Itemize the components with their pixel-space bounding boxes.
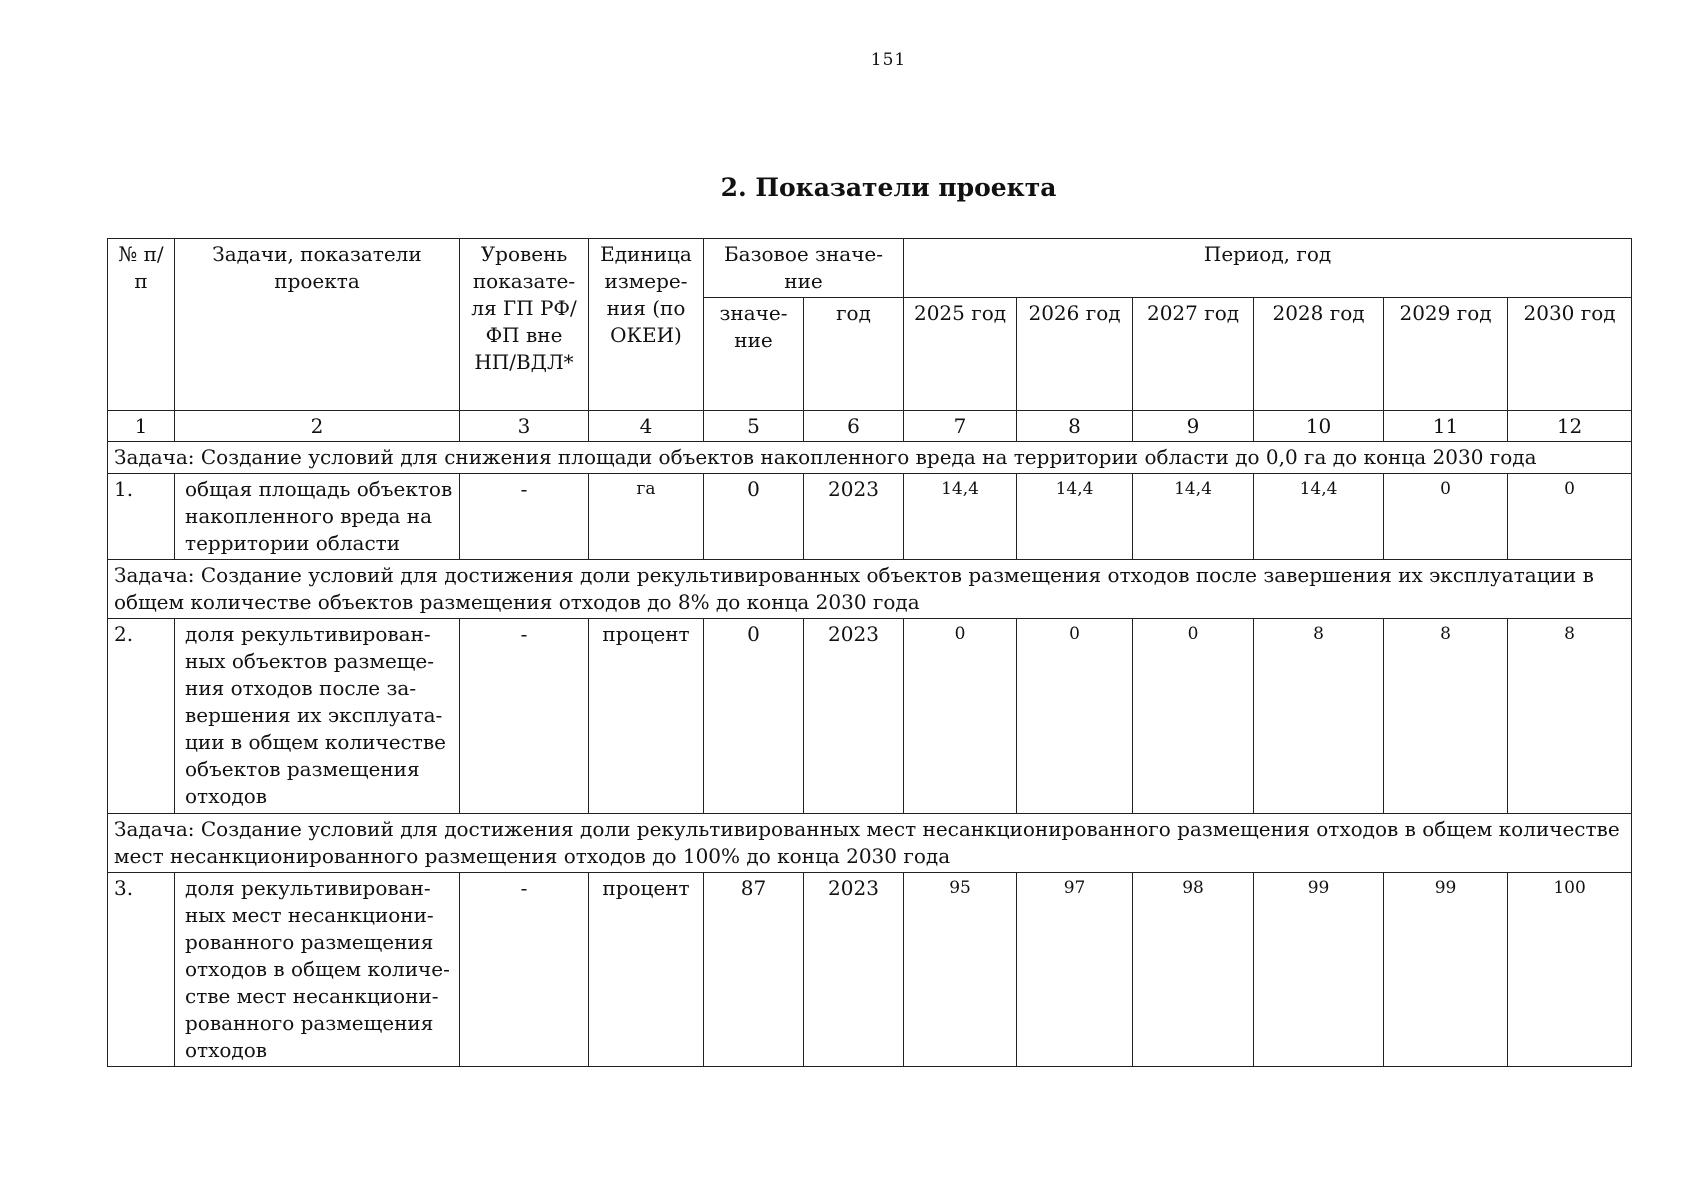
page-number: 151 bbox=[870, 50, 907, 70]
column-number: 8 bbox=[1017, 411, 1133, 442]
section-title: 2. Показатели проекта bbox=[720, 173, 1057, 202]
value-2026: 97 bbox=[1017, 873, 1133, 1067]
indicator-unit: га bbox=[589, 474, 704, 560]
header-base-value: значе-ние bbox=[704, 298, 804, 411]
column-number: 6 bbox=[804, 411, 904, 442]
column-number: 2 bbox=[175, 411, 460, 442]
base-value: 0 bbox=[704, 474, 804, 560]
header-year-2026: 2026 год bbox=[1017, 298, 1133, 411]
row-number: 1. bbox=[108, 474, 175, 560]
base-value: 87 bbox=[704, 873, 804, 1067]
value-2028: 99 bbox=[1254, 873, 1384, 1067]
column-number: 5 bbox=[704, 411, 804, 442]
indicators-table bbox=[107, 238, 1632, 1067]
task-row bbox=[108, 560, 1632, 619]
indicator-row bbox=[108, 873, 1632, 1067]
column-number: 3 bbox=[460, 411, 589, 442]
value-2028: 8 bbox=[1254, 619, 1384, 814]
header-period: Период, год bbox=[904, 239, 1632, 298]
header-year-2030: 2030 год bbox=[1508, 298, 1632, 411]
header-tasks: Задачи, показатели проекта bbox=[175, 239, 460, 411]
value-2027: 0 bbox=[1133, 619, 1254, 814]
column-number: 11 bbox=[1384, 411, 1508, 442]
task-text: Задача: Создание условий для достижения доли рекультивированных мест несанкционированного размещения отходов в общем количестве мест несанкционированного размещения отходов до 100% до конца 2030 года bbox=[108, 814, 1632, 873]
indicator-unit: процент bbox=[589, 873, 704, 1067]
header-level: Уровень показате-ля ГП РФ/ФП вне НП/ВДЛ* bbox=[460, 239, 589, 411]
value-2030: 0 bbox=[1508, 474, 1632, 560]
indicator-unit: процент bbox=[589, 619, 704, 814]
task-text: Задача: Создание условий для достижения доли рекультивированных объектов размещения отходов после завершения их эксплуатации в общем количестве объектов размещения отходов до 8% до конца 2030 года bbox=[108, 560, 1632, 619]
value-2029: 8 bbox=[1384, 619, 1508, 814]
value-2027: 98 bbox=[1133, 873, 1254, 1067]
column-numbers-row bbox=[108, 411, 1632, 442]
value-2026: 0 bbox=[1017, 619, 1133, 814]
value-2027: 14,4 bbox=[1133, 474, 1254, 560]
column-number: 9 bbox=[1133, 411, 1254, 442]
value-2025: 14,4 bbox=[904, 474, 1017, 560]
indicator-level: - bbox=[460, 873, 589, 1067]
value-2025: 0 bbox=[904, 619, 1017, 814]
indicator-name: доля рекультивирован-ных объектов размеще-ния отходов после за-вершения их эксплуата-ции в общем количестве объектов размещения отходов bbox=[175, 619, 460, 814]
task-text: Задача: Создание условий для снижения площади объектов накопленного вреда на территории области до 0,0 га до конца 2030 года bbox=[108, 442, 1632, 474]
base-year: 2023 bbox=[804, 474, 904, 560]
base-value: 0 bbox=[704, 619, 804, 814]
indicator-level: - bbox=[460, 619, 589, 814]
indicator-level: - bbox=[460, 474, 589, 560]
value-2030: 100 bbox=[1508, 873, 1632, 1067]
column-number: 12 bbox=[1508, 411, 1632, 442]
column-number: 7 bbox=[904, 411, 1017, 442]
column-number: 1 bbox=[108, 411, 175, 442]
indicator-name: общая площадь объектов накопленного вреда на территории области bbox=[175, 474, 460, 560]
header-year-2029: 2029 год bbox=[1384, 298, 1508, 411]
base-year: 2023 bbox=[804, 873, 904, 1067]
indicator-row bbox=[108, 619, 1632, 814]
header-unit: Единица измере-ния (по ОКЕИ) bbox=[589, 239, 704, 411]
header-base: Базовое значе-ние bbox=[704, 239, 904, 298]
indicator-name: доля рекультивирован-ных мест несанкциони-рованного размещения отходов в общем количе-стве мест несанкциони-рованного размещения отходов bbox=[175, 873, 460, 1067]
column-number: 4 bbox=[589, 411, 704, 442]
base-year: 2023 bbox=[804, 619, 904, 814]
row-number: 3. bbox=[108, 873, 175, 1067]
value-2026: 14,4 bbox=[1017, 474, 1133, 560]
header-year-2025: 2025 год bbox=[904, 298, 1017, 411]
indicator-row bbox=[108, 474, 1632, 560]
header-base-year: год bbox=[804, 298, 904, 411]
column-number: 10 bbox=[1254, 411, 1384, 442]
value-2028: 14,4 bbox=[1254, 474, 1384, 560]
task-row bbox=[108, 814, 1632, 873]
header-num: № п/п bbox=[108, 239, 175, 411]
value-2025: 95 bbox=[904, 873, 1017, 1067]
header-row-1 bbox=[108, 239, 1632, 298]
header-year-2027: 2027 год bbox=[1133, 298, 1254, 411]
task-row bbox=[108, 442, 1632, 474]
value-2030: 8 bbox=[1508, 619, 1632, 814]
header-year-2028: 2028 год bbox=[1254, 298, 1384, 411]
value-2029: 99 bbox=[1384, 873, 1508, 1067]
value-2029: 0 bbox=[1384, 474, 1508, 560]
row-number: 2. bbox=[108, 619, 175, 814]
